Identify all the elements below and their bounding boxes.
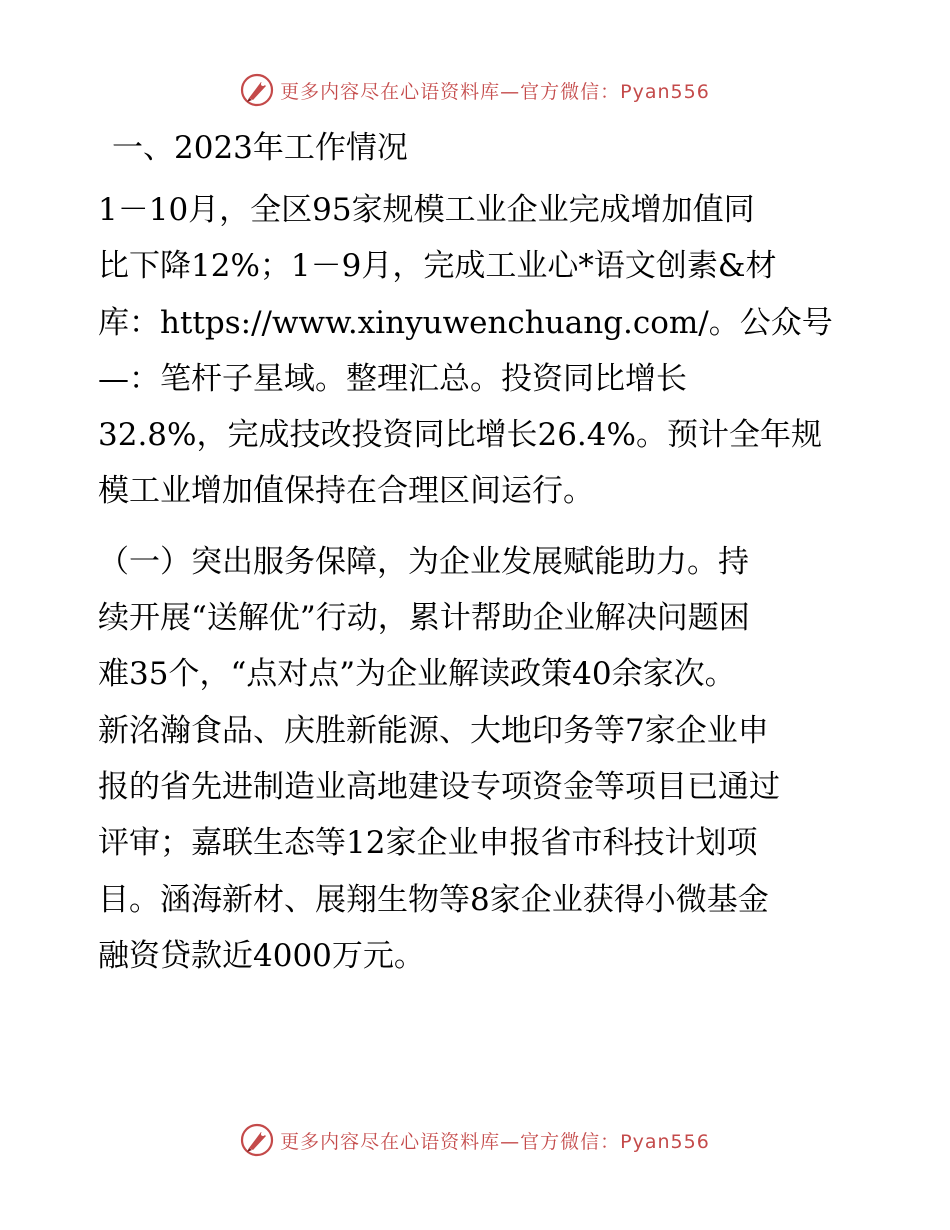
text-line: 融资贷款近4000万元。 bbox=[98, 937, 425, 974]
footer-watermark-banner bbox=[0, 1120, 950, 1160]
text-line: —：笔杆子星域。整理汇总。投资同比增长 bbox=[98, 360, 687, 397]
text-line: 32.8%，完成技改投资同比增长26.4%。预计全年规 bbox=[98, 417, 822, 454]
section-heading: 一、2023年工作情况 bbox=[112, 130, 408, 166]
pen-nib-logo-icon bbox=[240, 1123, 274, 1157]
text-line: 库：https://www.xinyuwenchuang.com/。公众号 bbox=[98, 304, 833, 341]
watermark-text: 更多内容尽在心语资料库—官方微信：Pyan556 bbox=[280, 80, 710, 103]
text-line: 难35个，“点对点”为企业解读政策40余家次。 bbox=[98, 656, 736, 693]
watermark-text: 更多内容尽在心语资料库—官方微信：Pyan556 bbox=[280, 1130, 710, 1153]
header-watermark-banner bbox=[0, 70, 950, 110]
text-line: 报的省先进制造业高地建设专项资金等项目已通过 bbox=[98, 768, 780, 805]
document-body bbox=[98, 120, 858, 998]
text-line: 目。涵海新材、展翔生物等8家企业获得小微基金 bbox=[98, 881, 769, 918]
pen-nib-logo-icon bbox=[240, 73, 274, 107]
text-line: 新洺瀚食品、庆胜新能源、大地印务等7家企业申 bbox=[98, 712, 769, 749]
paragraph-industry-summary bbox=[98, 182, 858, 520]
text-line: 比下降12%；1－9月，完成工业心*语文创素&材 bbox=[98, 248, 777, 285]
text-line: 1－10月，全区95家规模工业企业完成增加值同 bbox=[98, 192, 755, 228]
text-line: 模工业增加值保持在合理区间运行。 bbox=[98, 473, 594, 510]
text-line: 续开展“送解优”行动，累计帮助企业解决问题困 bbox=[98, 600, 750, 637]
paragraph-service-support bbox=[98, 534, 858, 984]
text-line: 评审；嘉联生态等12家企业申报省市科技计划项 bbox=[98, 825, 758, 862]
text-line: （一）突出服务保障，为企业发展赋能助力。持 bbox=[98, 543, 749, 580]
